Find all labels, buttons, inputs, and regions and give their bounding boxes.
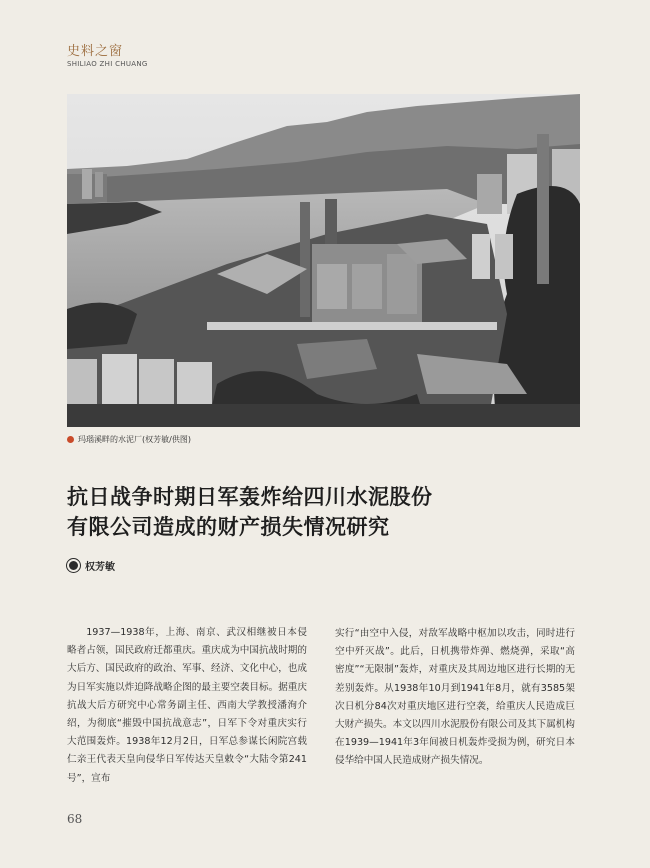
column-name-en: SHILIAO ZHI CHUANG — [67, 60, 148, 68]
column-name-cn: 史料之窗 — [67, 44, 124, 59]
body-column-left — [67, 624, 307, 788]
title-line-2: 有限公司造成的财产损失情况研究 — [67, 515, 390, 539]
author-name: 权芳敏 — [85, 562, 115, 573]
article-title — [67, 482, 433, 542]
caption-text: 玛瑙溪畔的水泥厂(权芳敏/供图) — [78, 435, 191, 444]
page-number: 68 — [67, 812, 83, 826]
title-line-1: 抗日战争时期日军轰炸给四川水泥股份 — [67, 485, 433, 509]
body-paragraph-right: 实行“由空中入侵，对敌军战略中枢加以攻击，同时进行空中歼灭战”。此后，日机携带炸弹、燃烧弹，采取“高密度”“无限制”轰炸，对重庆及其周边地区进行长期的无差别轰炸。从1938年10月到1941年8月，就有3585架次日机分84次对重庆地区进行空袭，给重庆人民造成巨大财产损失。本文以四川水泥股份有限公司及其下属机构在1939—1941年3年间被日机轰炸受损为例，研究日本侵华给中国人民造成财产损失情况。 — [335, 628, 575, 767]
caption-bullet-icon — [67, 436, 74, 443]
body-column-right — [335, 625, 575, 771]
photo-cement-factory-icon — [67, 94, 580, 427]
factory-photo — [67, 94, 580, 427]
section-header — [67, 40, 148, 68]
photo-caption — [67, 434, 191, 445]
body-paragraph-left: 1937—1938年，上海、南京、武汉相继被日本侵略者占领，国民政府迁都重庆。重庆成为中国抗战时期的大后方、国民政府的政治、军事、经济、文化中心，也成为日军实施以炸迫降战略企图的最主要空袭目标。据重庆抗战大后方研究中心常务副主任、西南大学教授潘洵介绍，为彻底“摧毁中国抗战意志”，日军下令对重庆实行大范围轰炸。1938年12月2日，日军总参谋长闲院宫载仁亲王代表天皇向侵华日军传达天皇敕令“大陆令第241号”，宣布 — [67, 627, 307, 784]
author-byline — [67, 558, 115, 573]
author-bullet-icon — [67, 559, 80, 572]
